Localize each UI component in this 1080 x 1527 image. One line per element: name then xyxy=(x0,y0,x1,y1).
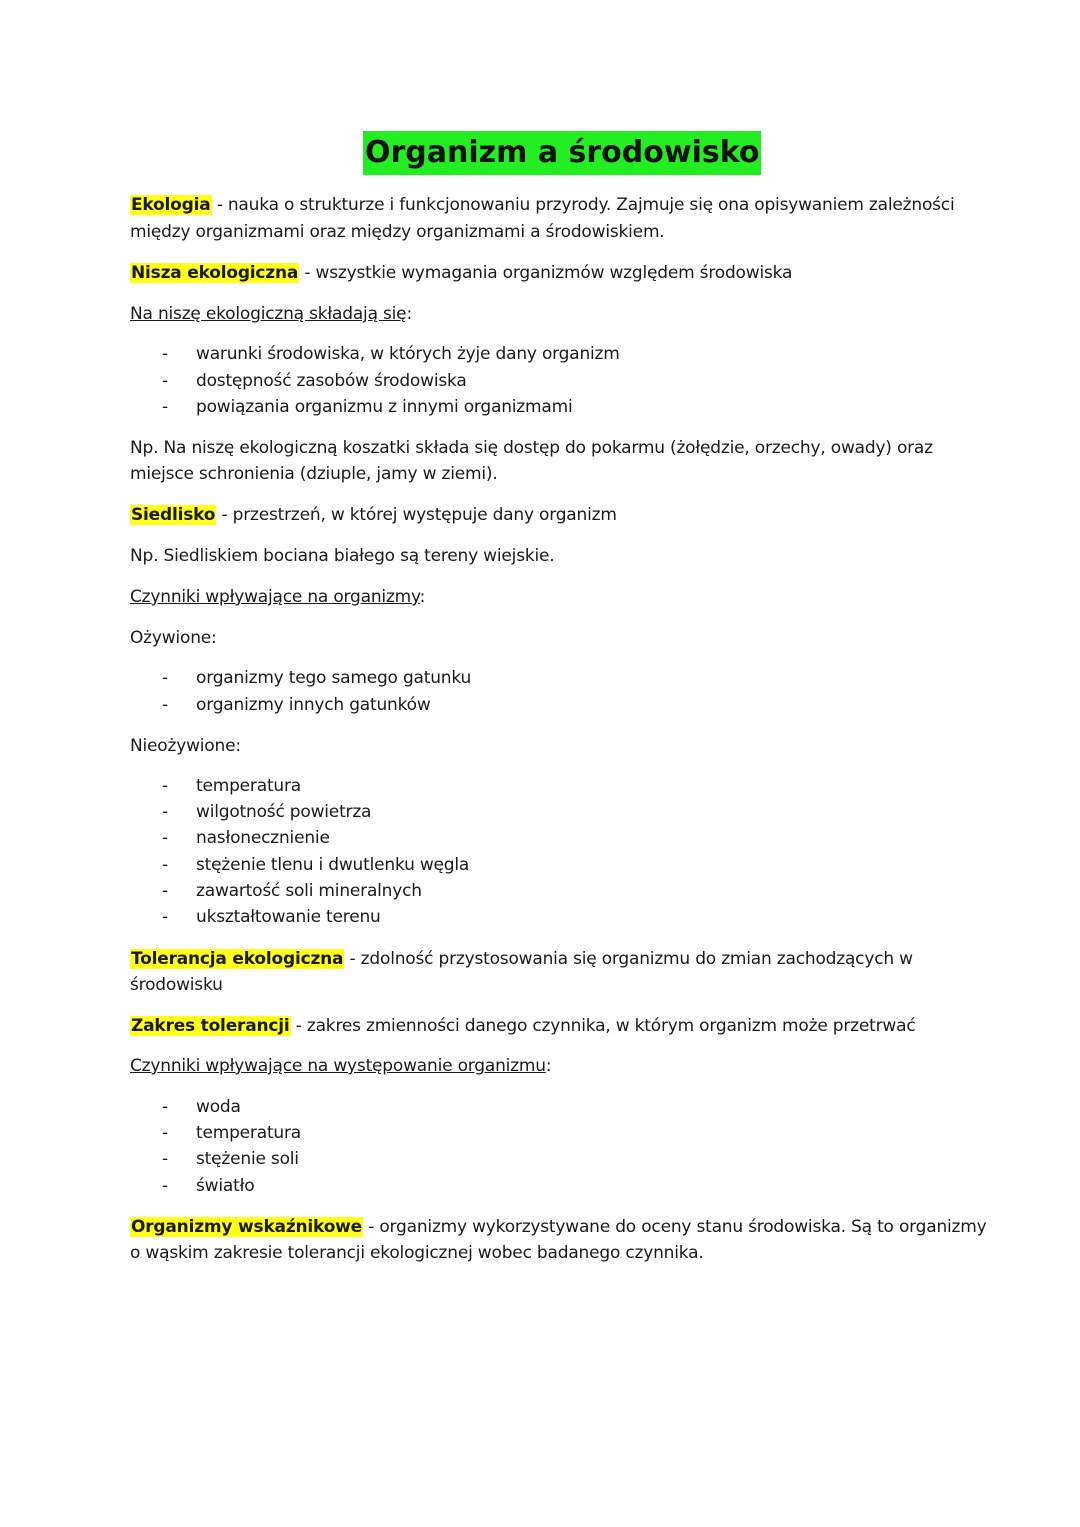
heading-text: Na niszę ekologiczną składają się xyxy=(130,304,407,324)
ozywione-label: Ożywione: xyxy=(130,628,217,648)
wskaznikowe-definition-cont: o wąskim zakresie tolerancji ekologicznej wobec badanego czynnika. xyxy=(130,1243,704,1263)
nieozywione-label: Nieożywione: xyxy=(130,736,241,756)
list-item: powiązania organizmu z innymi organizmami xyxy=(196,397,573,417)
page-title: Organizm a środowisko xyxy=(363,131,761,175)
list-item: ukształtowanie terenu xyxy=(196,907,381,927)
list-item: zawartość soli mineralnych xyxy=(196,881,422,901)
list-item: dostępność zasobów środowiska xyxy=(196,371,467,391)
wskaznikowe-definition xyxy=(130,1214,987,1240)
list-bullet: - xyxy=(162,828,169,848)
list-item: nasłonecznienie xyxy=(196,828,330,848)
list-bullet: - xyxy=(162,907,169,927)
definition-text: - przestrzeń, w której występuje dany organizm xyxy=(216,505,617,525)
heading-colon: : xyxy=(406,304,412,324)
ekologia-definition-cont: między organizmami oraz między organizmami a środowiskiem. xyxy=(130,222,665,242)
heading-colon: : xyxy=(545,1056,552,1076)
list-item: wilgotność powietrza xyxy=(196,802,372,822)
list-bullet: - xyxy=(162,1123,169,1143)
list-item: temperatura xyxy=(196,1123,301,1143)
example-koszatka-cont: miejsce schronienia (dziuple, jamy w ziemi). xyxy=(130,464,498,484)
siedlisko-definition xyxy=(130,502,617,528)
example-bocian: Np. Siedliskiem bociana białego są tereny wiejskie. xyxy=(130,546,555,566)
list-item: woda xyxy=(196,1097,241,1117)
ekologia-definition xyxy=(130,192,954,218)
czynniki-heading xyxy=(130,584,425,610)
tolerancja-definition-cont: środowisku xyxy=(130,975,223,995)
list-bullet: - xyxy=(162,776,169,796)
zakres-definition xyxy=(130,1013,916,1039)
list-bullet: - xyxy=(162,344,169,364)
list-item: warunki środowiska, w których żyje dany organizm xyxy=(196,344,620,364)
term-highlight: Organizmy wskaźnikowe xyxy=(131,1217,363,1237)
list-bullet: - xyxy=(162,1097,169,1117)
definition-text: - wszystkie wymagania organizmów względem środowiska xyxy=(299,263,793,283)
list-bullet: - xyxy=(162,855,169,875)
list-bullet: - xyxy=(162,1149,169,1169)
list-bullet: - xyxy=(162,1176,169,1196)
example-koszatka: Np. Na niszę ekologiczną koszatki składa się dostęp do pokarmu (żołędzie, orzechy, owady) oraz xyxy=(130,438,933,458)
nisza-definition xyxy=(130,260,792,286)
heading-text: Czynniki wpływające na występowanie organizmu xyxy=(130,1056,546,1076)
term-highlight: Siedlisko xyxy=(131,505,216,525)
term-highlight: Nisza ekologiczna xyxy=(131,263,299,283)
nisza-list-heading xyxy=(130,301,412,327)
list-bullet: - xyxy=(162,695,169,715)
list-bullet: - xyxy=(162,668,169,688)
list-item: stężenie soli xyxy=(196,1149,299,1169)
list-item: organizmy tego samego gatunku xyxy=(196,668,472,688)
list-bullet: - xyxy=(162,371,169,391)
definition-text: - organizmy wykorzystywane do oceny stanu środowiska. Są to organizmy xyxy=(363,1217,987,1237)
list-item: organizmy innych gatunków xyxy=(196,695,431,715)
list-bullet: - xyxy=(162,881,169,901)
definition-text: - zdolność przystosowania się organizmu do zmian zachodzących w xyxy=(344,949,913,969)
tolerancja-definition xyxy=(130,946,913,972)
heading-text: Czynniki wpływające na organizmy xyxy=(130,587,420,607)
heading-colon: : xyxy=(419,587,426,607)
wystepowanie-heading xyxy=(130,1053,551,1079)
definition-text: - zakres zmienności danego czynnika, w którym organizm może przetrwać xyxy=(290,1016,916,1036)
list-bullet: - xyxy=(162,397,169,417)
list-item: światło xyxy=(196,1176,255,1196)
definition-text: - nauka o strukturze i funkcjonowaniu przyrody. Zajmuje się ona opisywaniem zależności xyxy=(211,195,955,215)
list-bullet: - xyxy=(162,802,169,822)
term-highlight: Tolerancja ekologiczna xyxy=(131,949,344,969)
list-item: stężenie tlenu i dwutlenku węgla xyxy=(196,855,470,875)
list-item: temperatura xyxy=(196,776,301,796)
term-highlight: Zakres tolerancji xyxy=(131,1016,290,1036)
term-highlight: Ekologia xyxy=(131,195,211,215)
